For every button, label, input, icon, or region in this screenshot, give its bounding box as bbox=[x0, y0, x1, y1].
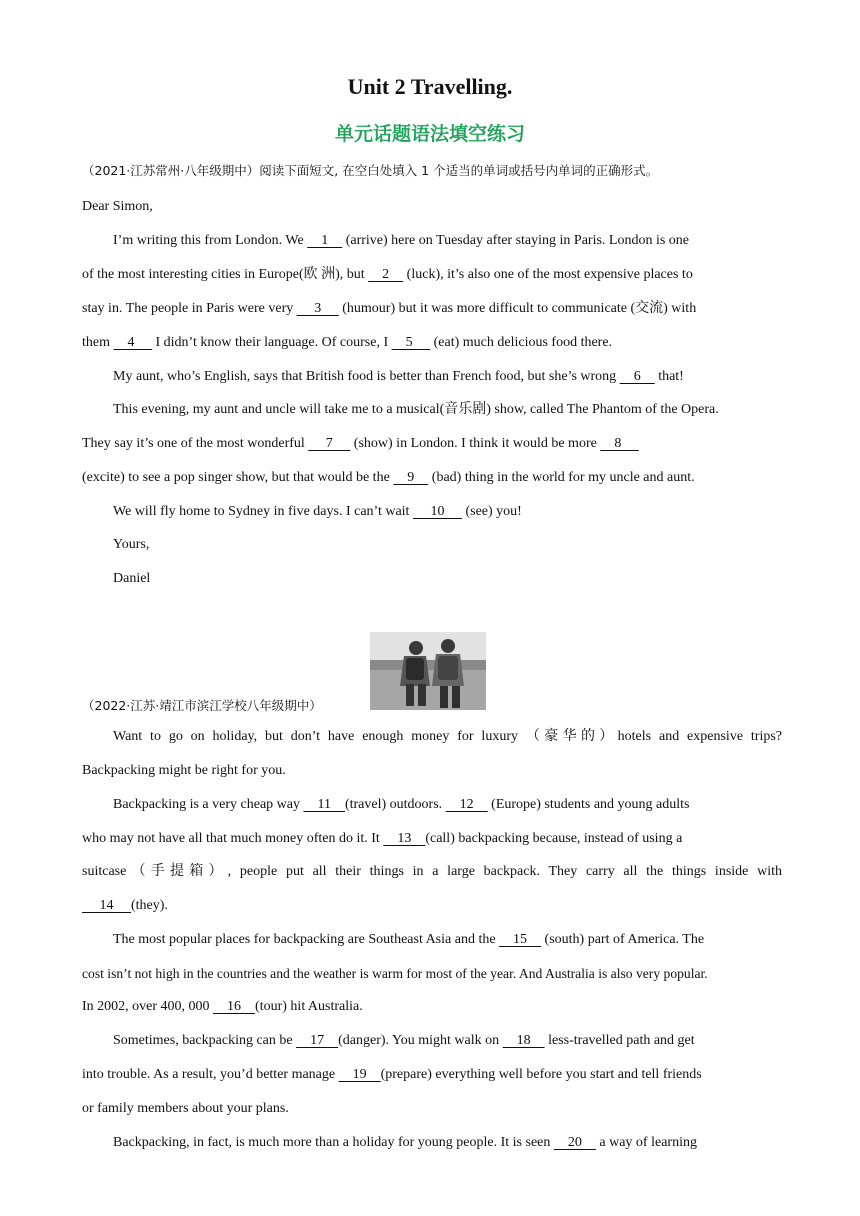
text-segment: that! bbox=[654, 369, 684, 384]
text-segment: less-travelled path and get bbox=[544, 1033, 695, 1048]
passage2-line-3 bbox=[113, 796, 782, 814]
passage1-line-4 bbox=[82, 334, 782, 352]
blank-6[interactable]: 6 bbox=[619, 369, 655, 384]
passage1-line-2 bbox=[82, 266, 782, 284]
text-segment: (south) part of America. The bbox=[541, 932, 705, 947]
text-segment: The most popular places for backpacking are Southeast Asia and the bbox=[113, 932, 500, 947]
page-subtitle: 单元话题语法填空练习 bbox=[334, 123, 525, 145]
text-segment: (eat) much delicious food there. bbox=[430, 335, 613, 350]
passage1-line-1 bbox=[113, 232, 782, 250]
blank-14[interactable]: 14 bbox=[82, 898, 131, 913]
blank-9[interactable]: 9 bbox=[393, 470, 429, 485]
blank-18[interactable]: 18 bbox=[502, 1033, 545, 1048]
passage2-line-6 bbox=[82, 897, 782, 915]
text-segment: In 2002, over 400, 000 bbox=[82, 999, 214, 1014]
blank-8[interactable]: 8 bbox=[600, 436, 639, 451]
passage2-line-13 bbox=[113, 1134, 782, 1152]
passage2-line-4 bbox=[82, 830, 782, 848]
text-segment: (prepare) everything well before you start and tell friends bbox=[380, 1067, 702, 1082]
blank-16[interactable]: 16 bbox=[213, 999, 256, 1014]
letter-signature: Daniel bbox=[113, 571, 151, 586]
text-segment: a way of learning bbox=[595, 1135, 697, 1150]
text-segment: (Europe) students and young adults bbox=[487, 797, 690, 812]
blank-17[interactable]: 17 bbox=[296, 1033, 339, 1048]
passage2-line-8: cost isn’t not high in the countries and the weather is warm for most of the year. And Australia is also very popular. bbox=[82, 966, 708, 981]
text-segment: into trouble. As a result, you’d better manage bbox=[82, 1067, 339, 1082]
passage2-line-12: or family members about your plans. bbox=[82, 1101, 289, 1116]
text-segment: (tour) hit Australia. bbox=[255, 999, 363, 1014]
passage1-line-5 bbox=[113, 368, 782, 386]
blank-13[interactable]: 13 bbox=[383, 831, 426, 846]
text-segment: them bbox=[82, 335, 114, 350]
text-segment: (travel) outdoors. bbox=[344, 797, 446, 812]
passage1-line-6: This evening, my aunt and uncle will take me to a musical(音乐剧) show, called The Phantom of the Opera. bbox=[113, 402, 719, 417]
text-segment: We will fly home to Sydney in five days. I can’t wait bbox=[113, 504, 413, 519]
passage2-line-10 bbox=[113, 1032, 782, 1050]
text-segment: They say it’s one of the most wonderful bbox=[82, 436, 309, 451]
blank-3[interactable]: 3 bbox=[296, 301, 339, 316]
letter-greeting: Dear Simon, bbox=[82, 199, 153, 214]
text-segment: Backpacking, in fact, is much more than a holiday for young people. It is seen bbox=[113, 1135, 554, 1150]
text-segment: My aunt, who’s English, says that British food is better than French food, but she’s wrong bbox=[113, 369, 620, 384]
text-segment: (danger). You might walk on bbox=[338, 1033, 503, 1048]
text-segment: who may not have all that much money often do it. It bbox=[82, 831, 384, 846]
blank-2[interactable]: 2 bbox=[368, 267, 404, 282]
passage1-line-9 bbox=[113, 503, 782, 521]
text-segment: (excite) to see a pop singer show, but that would be the bbox=[82, 470, 394, 485]
passage1-source: （2021·江苏常州·八年级期中）阅读下面短文, 在空白处填入 1 个适当的单词或括号内单词的正确形式。 bbox=[82, 163, 659, 178]
text-segment: (luck), it’s also one of the most expensive places to bbox=[403, 267, 693, 282]
passage2-line-9 bbox=[82, 998, 782, 1016]
text-segment: (arrive) here on Tuesday after staying in Paris. London is one bbox=[342, 233, 690, 248]
passage2-line-5: suitcase（手提箱）, people put all their things in a large backpack. They carry all the things inside with bbox=[82, 864, 782, 879]
passage2-line-2: Backpacking might be right for you. bbox=[82, 763, 286, 778]
blank-20[interactable]: 20 bbox=[553, 1135, 596, 1150]
text-segment: (bad) thing in the world for my uncle and aunt. bbox=[428, 470, 695, 485]
passage2-line-1: Want to go on holiday, but don’t have enough money for luxury （豪华的）hotels and expensive trips? bbox=[113, 729, 782, 744]
text-segment: (see) you! bbox=[461, 504, 522, 519]
passage1-line-3 bbox=[82, 300, 782, 318]
blank-11[interactable]: 11 bbox=[303, 797, 345, 812]
passage2-source: （2022·江苏·靖江市滨江学校八年级期中） bbox=[82, 698, 322, 713]
blank-4[interactable]: 4 bbox=[113, 335, 152, 350]
text-segment: (humour) but it was more difficult to communicate (交流) with bbox=[338, 301, 697, 316]
text-segment: (they). bbox=[131, 898, 168, 913]
page-title: Unit 2 Travelling. bbox=[347, 74, 513, 99]
blank-10[interactable]: 10 bbox=[412, 504, 462, 519]
blank-12[interactable]: 12 bbox=[445, 797, 488, 812]
letter-closing: Yours, bbox=[113, 537, 150, 552]
text-segment: I’m writing this from London. We bbox=[113, 233, 308, 248]
blank-1[interactable]: 1 bbox=[307, 233, 343, 248]
blank-15[interactable]: 15 bbox=[499, 932, 542, 947]
text-segment: Sometimes, backpacking can be bbox=[113, 1033, 297, 1048]
text-segment: stay in. The people in Paris were very bbox=[82, 301, 297, 316]
blank-19[interactable]: 19 bbox=[338, 1067, 381, 1082]
passage2-line-11 bbox=[82, 1066, 782, 1084]
text-segment: of the most interesting cities in Europe(欧 洲), but bbox=[82, 267, 369, 282]
passage2-line-7 bbox=[113, 931, 782, 949]
blank-7[interactable]: 7 bbox=[308, 436, 351, 451]
text-segment: (show) in London. I think it would be more bbox=[350, 436, 601, 451]
blank-5[interactable]: 5 bbox=[391, 335, 431, 350]
text-segment: I didn’t know their language. Of course, I bbox=[152, 335, 392, 350]
text-segment: (call) backpacking because, instead of using a bbox=[425, 831, 683, 846]
text-segment: Backpacking is a very cheap way bbox=[113, 797, 304, 812]
passage1-line-8 bbox=[82, 469, 782, 487]
passage1-line-7 bbox=[82, 435, 782, 453]
